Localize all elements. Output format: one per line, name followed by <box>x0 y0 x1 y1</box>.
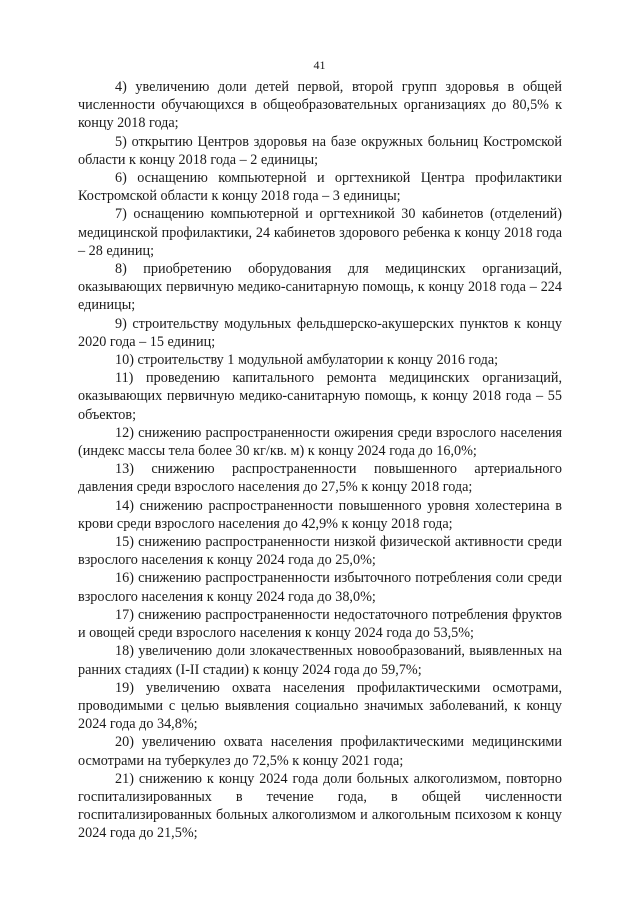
list-item-16: 16) снижению распространенности избыточного потребления соли среди взрослого населения к концу 2024 года до 38,0%; <box>78 570 562 605</box>
list-item-8: 8) приобретению оборудования для медицинских организаций, оказывающих первичную медико-санитарную помощь, к концу 2018 года – 224 единицы; <box>78 261 562 314</box>
list-item-10: 10) строительству 1 модульной амбулатории к концу 2016 года; <box>115 352 499 369</box>
list-item-21: 21) снижению к концу 2024 года доли больных алкоголизмом, повторно госпитализированных в течение года, в общей численности госпитализированных больных алкоголизмом и алкогольным психозом к концу 2024 года до 21,5%; <box>78 770 562 842</box>
list-item-7: 7) оснащению компьютерной и оргтехникой 30 кабинетов (отделений) медицинской профилактики, 24 кабинетов здорового ребенка к концу 2018 года – 28 единиц; <box>78 206 562 259</box>
list-item-20: 20) увеличению охвата населения профилактическими медицинскими осмотрами на туберкулез до 72,5% к концу 2021 года; <box>78 734 562 769</box>
list-item-15: 15) снижению распространенности низкой физической активности среди взрослого населения к концу 2024 года до 25,0%; <box>78 534 562 569</box>
list-item-11: 11) проведению капитального ремонта медицинских организаций, оказывающих первичную медико-санитарную помощь, к концу 2018 года – 55 объектов; <box>78 370 562 423</box>
list-item-12: 12) снижению распространенности ожирения среди взрослого населения (индекс массы тела более 30 кг/кв. м) к концу 2024 года до 16,0%; <box>78 424 562 460</box>
list-item-9: 9) строительству модульных фельдшерско-акушерских пунктов к концу 2020 года – 15 единиц; <box>78 315 562 350</box>
list-item-6: 6) оснащению компьютерной и оргтехникой Центра профилактики Костромской области к концу 2018 года – 3 единицы; <box>78 170 562 205</box>
list-item-13: 13) снижению распространенности повышенного артериального давления среди взрослого населения до 27,5% к концу 2018 года; <box>78 461 562 496</box>
list-item-18: 18) увеличению доли злокачественных новообразований, выявленных на ранних стадиях (I-II стадии) к концу 2024 года до 59,7%; <box>78 643 562 678</box>
list-item-4: 4) увеличению доли детей первой, второй групп здоровья в общей численности обучающихся в общеобразовательных организациях до 80,5% к концу 2018 года; <box>78 79 562 132</box>
document-body <box>78 78 562 843</box>
list-item-14: 14) снижению распространенности повышенного уровня холестерина в крови среди взрослого населения до 42,9% к концу 2018 года; <box>78 497 562 532</box>
list-item-5: 5) открытию Центров здоровья на базе окружных больниц Костромской области к концу 2018 года – 2 единицы; <box>78 133 562 168</box>
list-item-17: 17) снижению распространенности недостаточного потребления фруктов и овощей среди взрослого населения к концу 2024 года до 53,5%; <box>78 606 562 642</box>
page-number: 41 <box>313 58 326 72</box>
list-item-19: 19) увеличению охвата населения профилактическими осмотрами, проводимыми с целью выявления социально значимых заболеваний, к концу 2024 года до 34,8%; <box>78 679 562 733</box>
